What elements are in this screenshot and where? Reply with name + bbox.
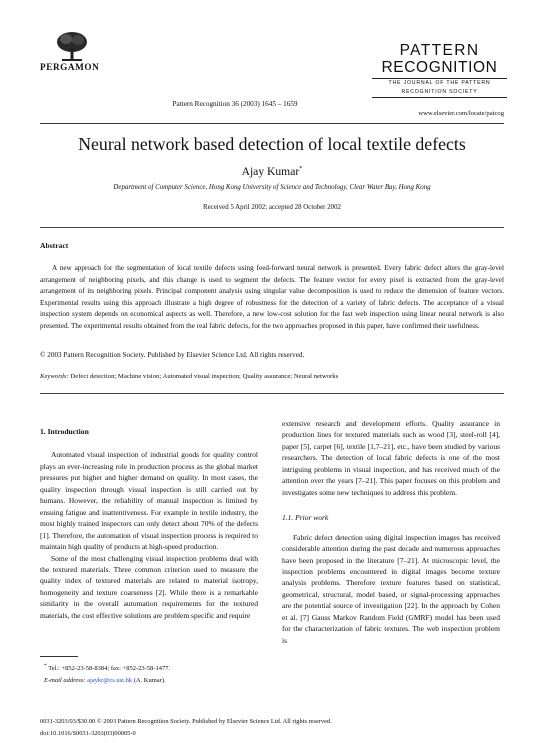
author-name: Ajay Kumar [241,165,300,178]
intro-paragraph-1: Automated visual inspection of industrial goods for quality control plays an ever-increasing role in production process as the global market pressures put higher and higher demand on quality. In most cases, the quality inspection through visual inspection is still carried out by humans. However, the reliability of manual inspection is limited by ensuing fatigue and inattentiveness. For example in textile industry, the most highly trained inspectors can only detect about 70% of the defects [1]. Therefore, the automation of visual inspection process is required to maintain high quality of products at high-speed production. [40,450,258,552]
author-line [0,165,544,178]
footnote-contact-line [44,661,170,675]
affiliation: Department of Computer Science, Hong Kong University of Science and Technology, Clear Water Bay, Hong Kong [113,184,431,191]
footnote-divider [40,656,78,657]
keywords-list: Defect detection; Machine vision; Automated visual inspection; Quality assurance; Neural networks [70,373,339,380]
left-column [40,426,258,621]
bottom-publication-info [40,716,332,739]
subsection-heading-prior-work: 1.1. Prior work [282,513,329,523]
journal-url[interactable]: www.elsevier.com/locate/patcog [418,110,504,117]
copyright-line: © 2003 Pattern Recognition Society. Published by Elsevier Science Ltd. All rights reserved. [40,351,305,359]
author-footnote [44,661,170,686]
footnote-tel-fax: Tel.: +852-23-58-8384; fax: +852-23-58-1477. [48,665,171,673]
journal-logo [372,42,507,98]
keywords [40,373,338,380]
intro-paragraph-2: Some of the most challenging visual inspection problems deal with the textured materials. Three common criterion used to measure the quality index of textured materials are related to material isotropy, homogeneity and texture coarseness [2]. While there is a remarkable similarity in the overall automation requirements for the textured materials, the cost effective solutions are problem specific and require [40,553,258,620]
abstract-top-divider [40,227,504,228]
footnote-email-label: E-mail address: [44,676,86,684]
keywords-label: Keywords: [40,373,69,380]
footnote-email-link[interactable]: ajaykr@cs.ust.hk [87,676,133,684]
issn-copyright-line: 0031-3203/03/$30.00 © 2003 Pattern Recognition Society. Published by Elsevier Science Ltd. All rights reserved. [40,718,332,725]
article-title: Neural network based detection of local textile defects [78,134,466,154]
prior-work-paragraph: Fabric defect detection using digital inspection images has received considerable attention during the past decade and numerous approaches have been proposed in the literature [7–21]. At microscopic level, the inspection problems encountered in digital images become texture analysis problems. Therefore texture features based on statistical, geometrical, structural, model based, or signal-processing approaches are the potential source of investigation [22]. In the approach by Cohen et al. [7] Gauss Markov Random Field (GMRF) model has been used for the characterization of fabric textures. The web inspection problem is [282,532,500,645]
tree-icon [52,30,92,62]
intro-paragraph-3: extensive research and development efforts. Quality assurance in production lines for textured materials such as wood [3], steel-roll [4], paper [5], carpet [6], textile [1,7–21], etc., have been studied by various researchers. The detection of local fabric defects is one of the most intriguing problems in visual inspection, and has received much of the attention over the years [7–21]. This paper focuses on this problem and investigates some new techniques to address this problem. [282,419,500,497]
abstract-text: A new approach for the segmentation of local textile defects using feed-forward neural network is presented. Every fabric defect alters the gray-level arrangement of neighboring pixels, and this change is used to segment the defects. The feature vector for every pixel is extracted from the gray-level arrangement of its neighboring pixels. Principal component analysis using singular value decomposition is used to reduce the dimension of feature vectors. Experimental results using this approach illustrate a high degree of robustness for the detection of a variety of fabric defects. The acceptance of a visual inspection system depends on economical aspects as well. Therefore, a new low-cost solution for the fast web inspection using linear neural network is also presented. The experimental results obtained from the real fabric defects, for the two approaches proposed in this paper, have confirmed their usefulness. [40,264,504,330]
abstract-heading: Abstract [40,241,69,250]
received-dates: Received 5 April 2002; accepted 28 October 2002 [203,204,341,211]
doi-line[interactable]: doi:10.1016/S0031-3203(03)00005-0 [40,729,136,737]
footnote-mark: * [44,663,47,669]
footnote-email-suffix: (A. Kumar). [133,676,166,684]
journal-logo-line1: PATTERN [399,42,480,59]
section-heading-introduction: 1. Introduction [40,427,89,436]
journal-logo-line3: THE JOURNAL OF THE PATTERN RECOGNITION SOCIETY [372,78,507,98]
publisher-name: PERGAMON [40,62,100,72]
journal-logo-line2: RECOGNITION [381,59,498,76]
abstract-bottom-divider [40,393,504,394]
right-column [282,418,500,646]
footnote-email-line [44,675,170,687]
journal-citation: Pattern Recognition 36 (2003) 1645 – 1659 [172,100,298,108]
header-divider [40,123,504,124]
author-footnote-mark[interactable]: * [299,165,303,173]
